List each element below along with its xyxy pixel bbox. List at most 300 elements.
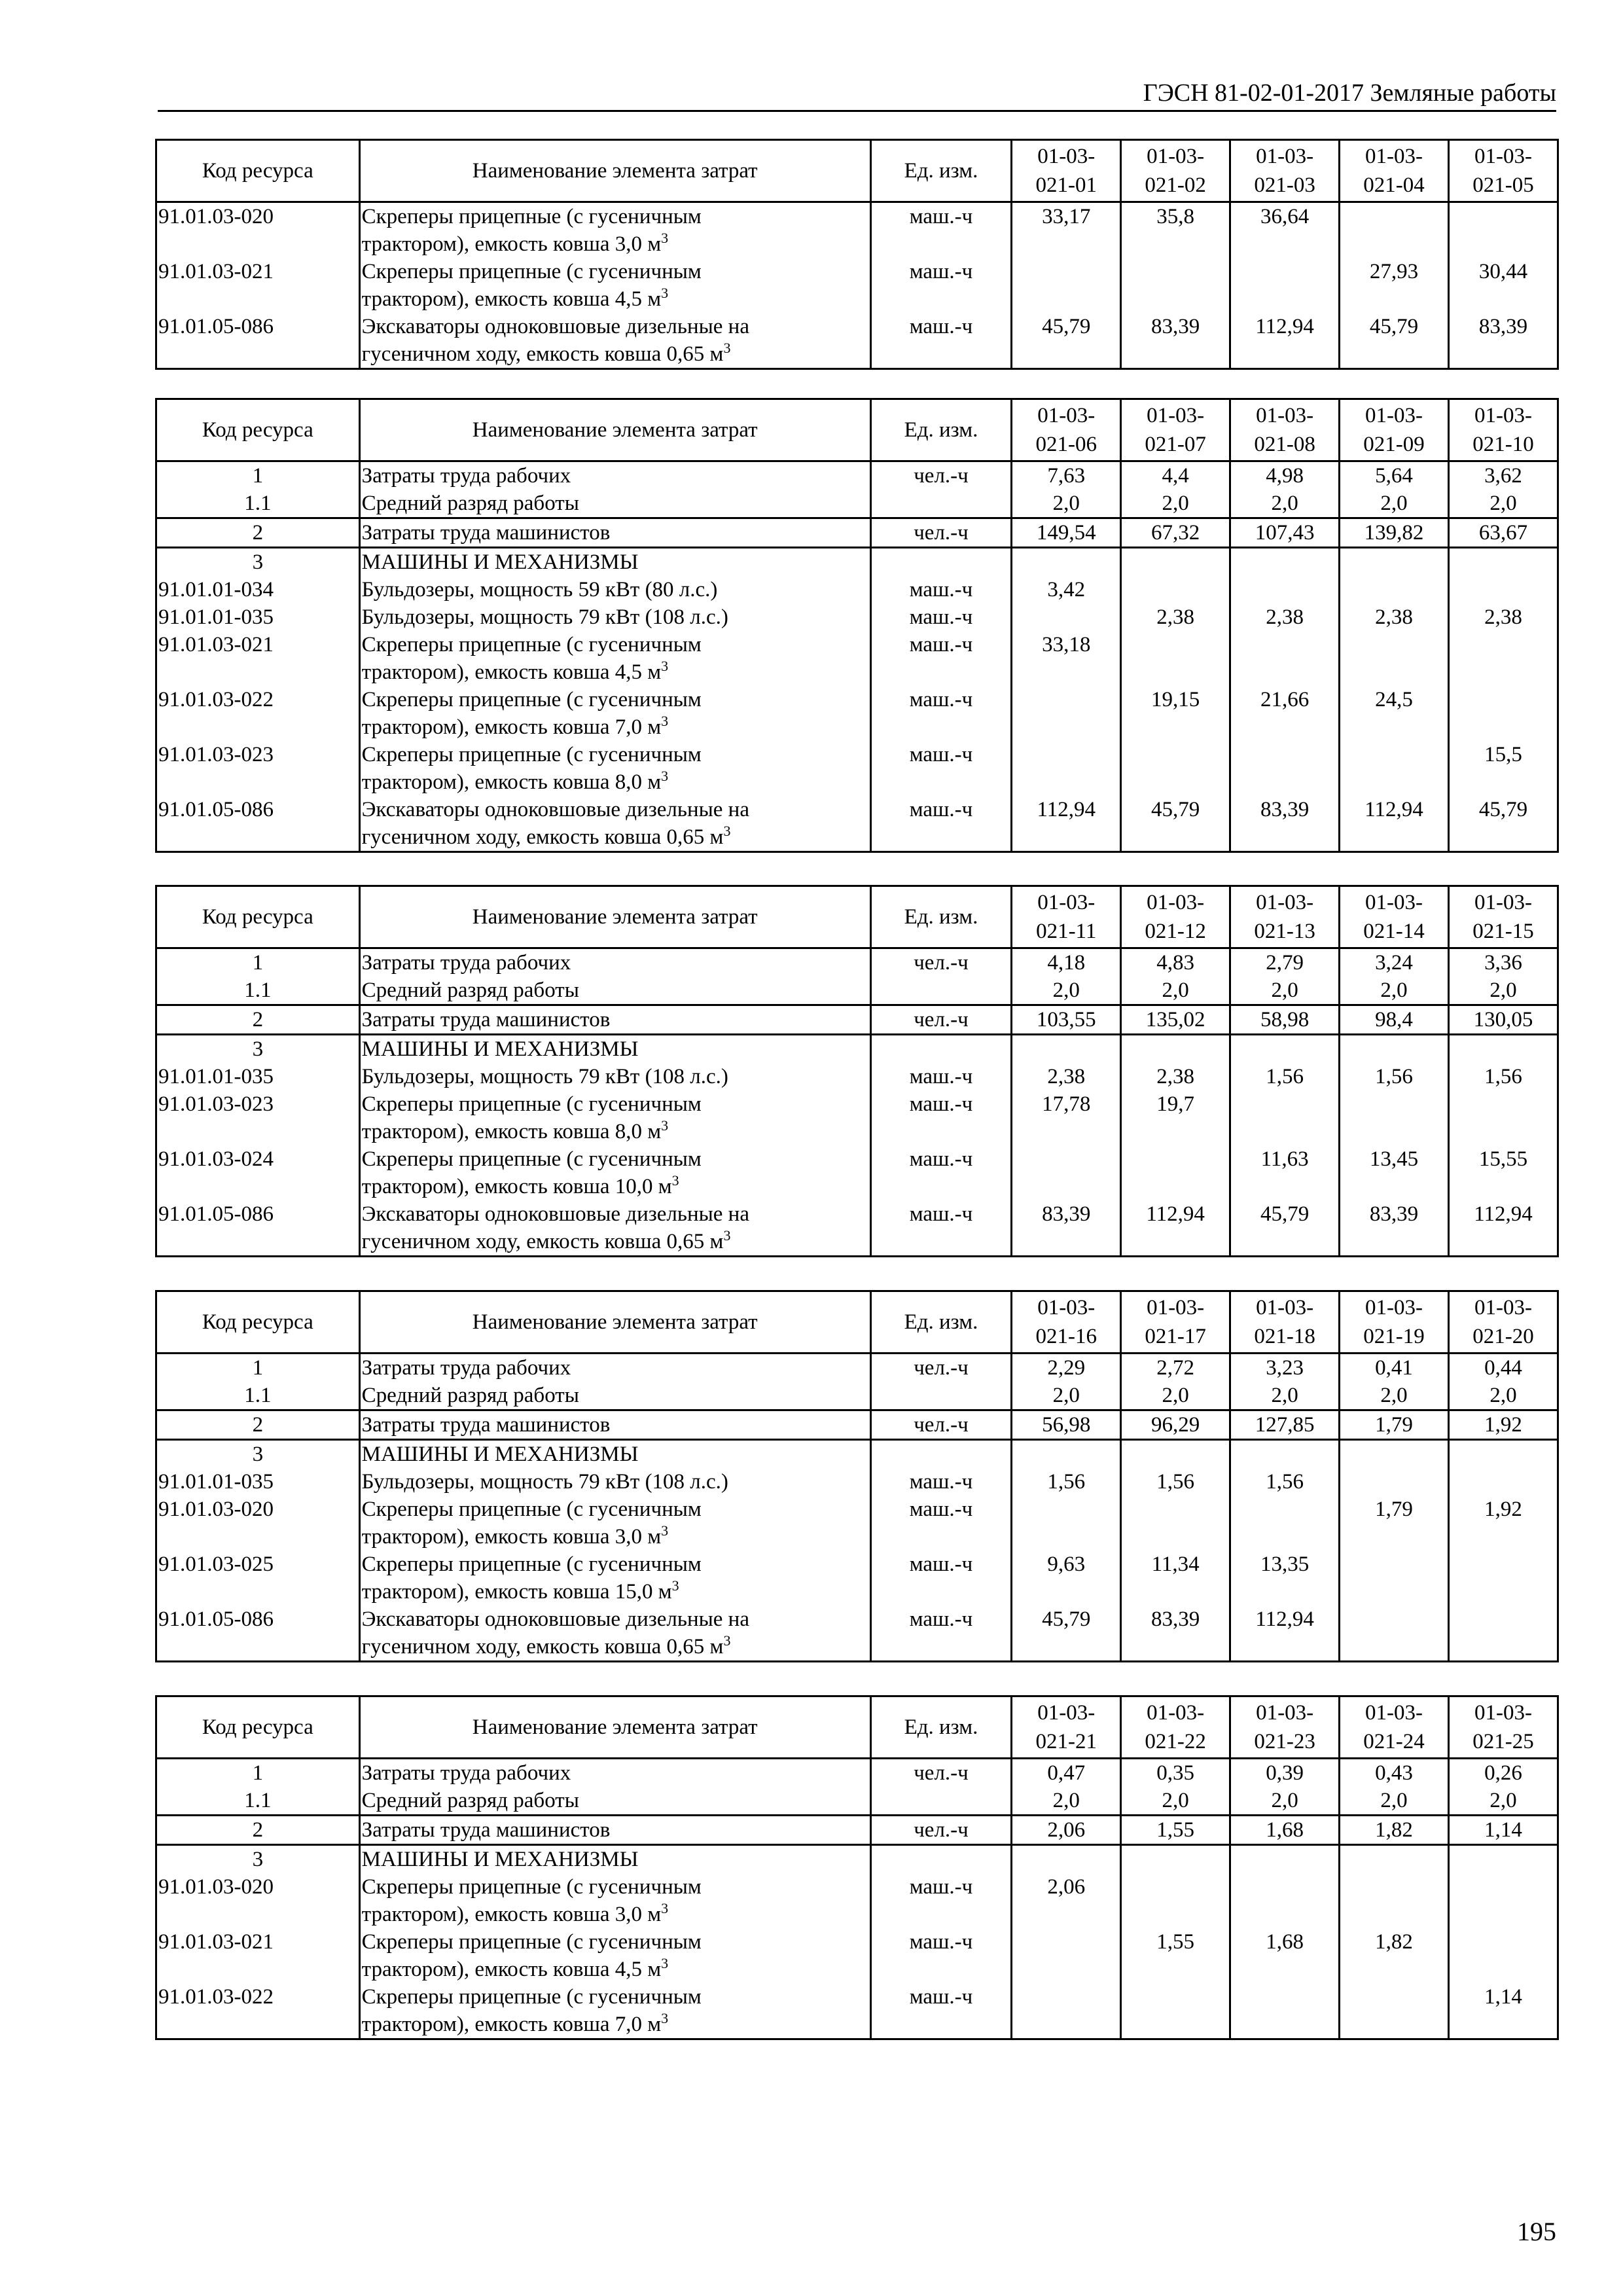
norm-value — [1448, 1440, 1558, 1469]
resource-unit: маш.-ч — [870, 603, 1012, 631]
header-norm-code: 01-03- 021-07 — [1121, 399, 1230, 461]
resource-unit: маш.-ч — [870, 1605, 1012, 1662]
norm-value: 83,39 — [1121, 313, 1230, 369]
resource-code: 91.01.03-024 — [156, 1145, 360, 1200]
header-unit: Ед. изм. — [870, 399, 1012, 461]
resource-name: Скреперы прицепные (с гусеничным трактором), емкость ковша 3,0 $м^3$ — [359, 1873, 870, 1928]
norm-value — [1121, 1496, 1230, 1551]
norm-value — [1448, 1468, 1558, 1496]
header-name: Наименование элемента затрат — [359, 886, 870, 948]
resource-code: 91.01.03-023 — [156, 741, 360, 796]
norm-value — [1121, 1873, 1230, 1928]
resource-unit: маш.-ч — [870, 631, 1012, 686]
header-norm-code: 01-03- 021-08 — [1230, 399, 1340, 461]
header-unit: Ед. изм. — [870, 886, 1012, 948]
norm-value — [1340, 1440, 1449, 1469]
resource-name: МАШИНЫ И МЕХАНИЗМЫ — [359, 1035, 870, 1064]
resource-unit: маш.-ч — [870, 1496, 1012, 1551]
resource-name: Бульдозеры, мощность 79 кВт (108 л.с.) — [359, 1468, 870, 1496]
norm-value — [1012, 258, 1121, 313]
header-norm-code: 01-03- 021-06 — [1012, 399, 1121, 461]
header-norm-code: 01-03- 021-04 — [1340, 140, 1449, 202]
norm-value — [1230, 631, 1340, 686]
norm-value — [1448, 1873, 1558, 1928]
norm-value: 19,15 — [1121, 686, 1230, 741]
header-name: Наименование элемента затрат — [359, 1291, 870, 1354]
norm-value: 112,94 — [1012, 796, 1121, 852]
norm-value: 83,39 — [1340, 1200, 1449, 1257]
header-norm-code: 01-03- 021-03 — [1230, 140, 1340, 202]
resource-code: 3 — [156, 1440, 360, 1469]
norm-value: 4,98 — [1230, 461, 1340, 490]
resource-code: 91.01.03-020 — [156, 202, 360, 259]
resource-name: Бульдозеры, мощность 79 кВт (108 л.с.) — [359, 1063, 870, 1090]
header-norm-code: 01-03- 021-20 — [1448, 1291, 1558, 1354]
norm-value — [1230, 741, 1340, 796]
norm-value — [1340, 1090, 1449, 1145]
norm-value: 33,17 — [1012, 202, 1121, 259]
norm-value — [1012, 741, 1121, 796]
norm-value — [1230, 1035, 1340, 1064]
table-row — [156, 490, 1558, 518]
table-row — [156, 1035, 1558, 1064]
table-row — [156, 977, 1558, 1005]
table-row — [156, 461, 1558, 490]
resource-name: Скреперы прицепные (с гусеничным трактором), емкость ковша 4,5 $м^3$ — [359, 258, 870, 313]
resource-unit: маш.-ч — [870, 1468, 1012, 1496]
table-row — [156, 1440, 1558, 1469]
resource-name: Экскаваторы одноковшовые дизельные на гусеничном ходу, емкость ковша 0,65 $м^3$ — [359, 1200, 870, 1257]
norm-value: 2,29 — [1012, 1354, 1121, 1382]
resource-name: Скреперы прицепные (с гусеничным трактором), емкость ковша 3,0 $м^3$ — [359, 1496, 870, 1551]
norm-value: 27,93 — [1340, 258, 1449, 313]
resource-code: 91.01.03-025 — [156, 1551, 360, 1605]
resource-code: 91.01.03-021 — [156, 631, 360, 686]
resource-unit: чел.-ч — [870, 1005, 1012, 1035]
header-name: Наименование элемента затрат — [359, 399, 870, 461]
table-row — [156, 1928, 1558, 1983]
norm-value — [1448, 686, 1558, 741]
resource-code: 91.01.05-086 — [156, 796, 360, 852]
norm-value: 1,14 — [1448, 1816, 1558, 1845]
norm-value — [1340, 1605, 1449, 1662]
norm-value — [1340, 1983, 1449, 2039]
norm-value — [1448, 1035, 1558, 1064]
header-norm-code: 01-03- 021-14 — [1340, 886, 1449, 948]
resource-unit: чел.-ч — [870, 518, 1012, 548]
norm-value: 83,39 — [1448, 313, 1558, 369]
norm-value: 2,0 — [1340, 1787, 1449, 1816]
resource-unit: маш.-ч — [870, 1983, 1012, 2039]
norm-value: 24,5 — [1340, 686, 1449, 741]
header-norm-code: 01-03- 021-18 — [1230, 1291, 1340, 1354]
norm-value: 2,0 — [1012, 1787, 1121, 1816]
norm-value: 45,79 — [1012, 1605, 1121, 1662]
table-row — [156, 1605, 1558, 1662]
norm-value: 96,29 — [1121, 1410, 1230, 1440]
resource-name: Скреперы прицепные (с гусеничным трактором), емкость ковша 15,0 $м^3$ — [359, 1551, 870, 1605]
norm-value: 2,0 — [1448, 1382, 1558, 1410]
header-name: Наименование элемента затрат — [359, 140, 870, 202]
norm-value — [1448, 576, 1558, 603]
norm-value: 2,38 — [1448, 603, 1558, 631]
resource-code: 91.01.01-035 — [156, 1063, 360, 1090]
norm-value — [1121, 741, 1230, 796]
header-norm-code: 01-03- 021-05 — [1448, 140, 1558, 202]
resource-name: Скреперы прицепные (с гусеничным трактором), емкость ковша 8,0 $м^3$ — [359, 1090, 870, 1145]
header-unit: Ед. изм. — [870, 140, 1012, 202]
table-row — [156, 741, 1558, 796]
table-row — [156, 1787, 1558, 1816]
norm-value: 56,98 — [1012, 1410, 1121, 1440]
norm-value — [1012, 1440, 1121, 1469]
norm-value — [1121, 1145, 1230, 1200]
norm-value: 9,63 — [1012, 1551, 1121, 1605]
norm-value: 35,8 — [1121, 202, 1230, 259]
resource-name: МАШИНЫ И МЕХАНИЗМЫ — [359, 548, 870, 577]
norm-value: 1,92 — [1448, 1410, 1558, 1440]
table-row — [156, 1983, 1558, 2039]
table-row — [156, 603, 1558, 631]
header-norm-code: 01-03- 021-24 — [1340, 1696, 1449, 1759]
norm-value: 127,85 — [1230, 1410, 1340, 1440]
norm-value: 1,82 — [1340, 1816, 1449, 1845]
resource-name: Скреперы прицепные (с гусеничным трактором), емкость ковша 4,5 $м^3$ — [359, 631, 870, 686]
resource-code: 1.1 — [156, 1787, 360, 1816]
resource-code: 91.01.03-020 — [156, 1496, 360, 1551]
norm-value: 103,55 — [1012, 1005, 1121, 1035]
resource-unit — [870, 1787, 1012, 1816]
resource-name: Бульдозеры, мощность 59 кВт (80 л.с.) — [359, 576, 870, 603]
norm-value — [1230, 576, 1340, 603]
table-row — [156, 1382, 1558, 1410]
resource-code: 2 — [156, 1816, 360, 1845]
header-norm-code: 01-03- 021-10 — [1448, 399, 1558, 461]
header-norm-code: 01-03- 021-02 — [1121, 140, 1230, 202]
resource-unit — [870, 977, 1012, 1005]
resource-unit: маш.-ч — [870, 1090, 1012, 1145]
resource-name: Затраты труда рабочих — [359, 461, 870, 490]
norm-value: 58,98 — [1230, 1005, 1340, 1035]
resource-name: Затраты труда рабочих — [359, 948, 870, 977]
header-code: Код ресурса — [156, 886, 360, 948]
resource-name: Затраты труда рабочих — [359, 1354, 870, 1382]
resource-unit: маш.-ч — [870, 1928, 1012, 1983]
norm-value — [1012, 1983, 1121, 2039]
norm-value: 2,72 — [1121, 1354, 1230, 1382]
resource-code: 1.1 — [156, 1382, 360, 1410]
norm-value: 2,06 — [1012, 1816, 1121, 1845]
norm-value: 112,94 — [1121, 1200, 1230, 1257]
norm-value — [1230, 1440, 1340, 1469]
table-row — [156, 1145, 1558, 1200]
header-norm-code: 01-03- 021-16 — [1012, 1291, 1121, 1354]
resource-code: 2 — [156, 518, 360, 548]
header-norm-code: 01-03- 021-17 — [1121, 1291, 1230, 1354]
resource-code: 1 — [156, 461, 360, 490]
norm-value — [1448, 1605, 1558, 1662]
header-code: Код ресурса — [156, 1291, 360, 1354]
resource-code: 91.01.01-035 — [156, 1468, 360, 1496]
table-row — [156, 1090, 1558, 1145]
header-code: Код ресурса — [156, 399, 360, 461]
resource-unit — [870, 548, 1012, 577]
norm-value: 45,79 — [1012, 313, 1121, 369]
table-row — [156, 1354, 1558, 1382]
norm-value: 2,0 — [1121, 1382, 1230, 1410]
table-row — [156, 548, 1558, 577]
page-header — [158, 72, 1556, 112]
resource-name: МАШИНЫ И МЕХАНИЗМЫ — [359, 1845, 870, 1874]
table-row — [156, 948, 1558, 977]
norm-value: 3,24 — [1340, 948, 1449, 977]
norm-value: 2,0 — [1448, 1787, 1558, 1816]
resource-name: Бульдозеры, мощность 79 кВт (108 л.с.) — [359, 603, 870, 631]
norm-value: 13,45 — [1340, 1145, 1449, 1200]
resource-unit: маш.-ч — [870, 741, 1012, 796]
resource-unit: маш.-ч — [870, 202, 1012, 259]
norm-value — [1448, 1928, 1558, 1983]
norm-value: 1,79 — [1340, 1410, 1449, 1440]
norm-value — [1230, 1496, 1340, 1551]
page-number: 195 — [1517, 2217, 1556, 2246]
norm-value — [1340, 576, 1449, 603]
resource-code: 2 — [156, 1005, 360, 1035]
norm-value: 112,94 — [1448, 1200, 1558, 1257]
norm-value — [1121, 1440, 1230, 1469]
resource-code: 2 — [156, 1410, 360, 1440]
norm-value: 139,82 — [1340, 518, 1449, 548]
resource-name: Затраты труда машинистов — [359, 1816, 870, 1845]
norm-value: 36,64 — [1230, 202, 1340, 259]
resource-code: 91.01.03-022 — [156, 1983, 360, 2039]
table-row — [156, 1063, 1558, 1090]
norm-value — [1448, 1551, 1558, 1605]
resource-code: 91.01.03-022 — [156, 686, 360, 741]
norm-value — [1340, 1845, 1449, 1874]
norm-value: 2,79 — [1230, 948, 1340, 977]
resource-unit: маш.-ч — [870, 1145, 1012, 1200]
norm-value — [1230, 1090, 1340, 1145]
norm-value: 2,0 — [1121, 1787, 1230, 1816]
norm-value: 17,78 — [1012, 1090, 1121, 1145]
table-header-row — [156, 1291, 1558, 1354]
resource-code: 91.01.03-023 — [156, 1090, 360, 1145]
norm-value: 11,34 — [1121, 1551, 1230, 1605]
norm-value: 2,06 — [1012, 1873, 1121, 1928]
header-name: Наименование элемента затрат — [359, 1696, 870, 1759]
norm-value: 2,0 — [1230, 977, 1340, 1005]
norm-value — [1012, 548, 1121, 577]
norm-value: 2,0 — [1448, 977, 1558, 1005]
table-row — [156, 1005, 1558, 1035]
resource-code: 1 — [156, 1354, 360, 1382]
norm-value — [1230, 1873, 1340, 1928]
resource-unit — [870, 1382, 1012, 1410]
resource-name: Экскаваторы одноковшовые дизельные на гусеничном ходу, емкость ковша 0,65 $м^3$ — [359, 313, 870, 369]
header-norm-code: 01-03- 021-12 — [1121, 886, 1230, 948]
norm-value: 135,02 — [1121, 1005, 1230, 1035]
norm-value — [1230, 1845, 1340, 1874]
table-row — [156, 1816, 1558, 1845]
resource-name: Скреперы прицепные (с гусеничным трактором), емкость ковша 4,5 $м^3$ — [359, 1928, 870, 1983]
norm-value — [1230, 548, 1340, 577]
norm-value — [1121, 1983, 1230, 2039]
resource-code: 91.01.03-021 — [156, 258, 360, 313]
resource-code: 1 — [156, 1759, 360, 1787]
resource-unit: чел.-ч — [870, 948, 1012, 977]
resource-unit — [870, 490, 1012, 518]
norm-value — [1012, 686, 1121, 741]
norm-value: 4,4 — [1121, 461, 1230, 490]
norm-value — [1340, 1873, 1449, 1928]
norm-table-1 — [155, 139, 1559, 370]
header-norm-code: 01-03- 021-25 — [1448, 1696, 1558, 1759]
resource-code: 91.01.03-021 — [156, 1928, 360, 1983]
norm-value: 15,5 — [1448, 741, 1558, 796]
norm-value: 13,35 — [1230, 1551, 1340, 1605]
norm-value: 0,43 — [1340, 1759, 1449, 1787]
resource-unit: маш.-ч — [870, 1200, 1012, 1257]
norm-value: 21,66 — [1230, 686, 1340, 741]
norm-value: 1,79 — [1340, 1496, 1449, 1551]
norm-value — [1012, 603, 1121, 631]
norm-value: 30,44 — [1448, 258, 1558, 313]
norm-value — [1340, 741, 1449, 796]
resource-name: Средний разряд работы — [359, 490, 870, 518]
norm-value: 0,47 — [1012, 1759, 1121, 1787]
norm-value: 107,43 — [1230, 518, 1340, 548]
norm-value: 112,94 — [1230, 1605, 1340, 1662]
resource-name: Скреперы прицепные (с гусеничным трактором), емкость ковша 8,0 $м^3$ — [359, 741, 870, 796]
resource-name: Экскаваторы одноковшовые дизельные на гусеничном ходу, емкость ковша 0,65 $м^3$ — [359, 1605, 870, 1662]
norm-value — [1012, 1496, 1121, 1551]
resource-unit: маш.-ч — [870, 1551, 1012, 1605]
header-code: Код ресурса — [156, 1696, 360, 1759]
resource-name: Скреперы прицепные (с гусеничным трактором), емкость ковша 3,0 $м^3$ — [359, 202, 870, 259]
header-code: Код ресурса — [156, 140, 360, 202]
resource-name: Затраты труда машинистов — [359, 518, 870, 548]
resource-code: 91.01.05-086 — [156, 1200, 360, 1257]
norm-value — [1012, 1928, 1121, 1983]
resource-unit: чел.-ч — [870, 1759, 1012, 1787]
norm-value: 0,41 — [1340, 1354, 1449, 1382]
table-row — [156, 258, 1558, 313]
resource-name: Затраты труда рабочих — [359, 1759, 870, 1787]
resource-code: 1.1 — [156, 490, 360, 518]
norm-value — [1340, 202, 1449, 259]
resource-unit: маш.-ч — [870, 576, 1012, 603]
norm-value: 1,56 — [1230, 1063, 1340, 1090]
resource-unit: маш.-ч — [870, 313, 1012, 369]
norm-value: 5,64 — [1340, 461, 1449, 490]
resource-name: Средний разряд работы — [359, 1787, 870, 1816]
norm-value: 0,39 — [1230, 1759, 1340, 1787]
resource-code: 3 — [156, 1035, 360, 1064]
table-row — [156, 1496, 1558, 1551]
document-title: ГЭСН 81-02-01-2017 Земляные работы — [1143, 79, 1556, 107]
resource-name: Скреперы прицепные (с гусеничным трактором), емкость ковша 7,0 $м^3$ — [359, 686, 870, 741]
norm-value — [1121, 576, 1230, 603]
resource-unit: чел.-ч — [870, 1354, 1012, 1382]
resource-code: 91.01.03-020 — [156, 1873, 360, 1928]
norm-value: 2,38 — [1121, 1063, 1230, 1090]
resource-unit: чел.-ч — [870, 1816, 1012, 1845]
norm-value: 2,0 — [1230, 1382, 1340, 1410]
resource-code: 1 — [156, 948, 360, 977]
norm-value: 0,26 — [1448, 1759, 1558, 1787]
norm-value: 83,39 — [1230, 796, 1340, 852]
norm-table-4 — [155, 1290, 1559, 1662]
resource-name: Скреперы прицепные (с гусеничным трактором), емкость ковша 7,0 $м^3$ — [359, 1983, 870, 2039]
norm-value — [1448, 548, 1558, 577]
table-header-row — [156, 399, 1558, 461]
resource-code: 91.01.05-086 — [156, 1605, 360, 1662]
resource-name: Средний разряд работы — [359, 1382, 870, 1410]
norm-value: 1,55 — [1121, 1928, 1230, 1983]
header-unit: Ед. изм. — [870, 1291, 1012, 1354]
resource-code: 91.01.01-034 — [156, 576, 360, 603]
norm-value: 2,0 — [1121, 977, 1230, 1005]
norm-value: 1,68 — [1230, 1928, 1340, 1983]
norm-value: 45,79 — [1230, 1200, 1340, 1257]
norm-value: 2,38 — [1340, 603, 1449, 631]
norm-value — [1121, 1035, 1230, 1064]
norm-value — [1121, 1845, 1230, 1874]
norm-value — [1121, 548, 1230, 577]
resource-unit — [870, 1845, 1012, 1874]
norm-value: 1,82 — [1340, 1928, 1449, 1983]
norm-value: 45,79 — [1448, 796, 1558, 852]
norm-value: 19,7 — [1121, 1090, 1230, 1145]
table-row — [156, 1468, 1558, 1496]
table-row — [156, 1845, 1558, 1874]
norm-value: 1,55 — [1121, 1816, 1230, 1845]
resource-code: 3 — [156, 1845, 360, 1874]
header-norm-code: 01-03- 021-09 — [1340, 399, 1449, 461]
norm-value: 83,39 — [1012, 1200, 1121, 1257]
resource-name: МАШИНЫ И МЕХАНИЗМЫ — [359, 1440, 870, 1469]
table-row — [156, 1873, 1558, 1928]
norm-table-5 — [155, 1695, 1559, 2040]
norm-value: 3,62 — [1448, 461, 1558, 490]
header-norm-code: 01-03- 021-21 — [1012, 1696, 1121, 1759]
header-unit: Ед. изм. — [870, 1696, 1012, 1759]
norm-value: 63,67 — [1448, 518, 1558, 548]
norm-value: 3,23 — [1230, 1354, 1340, 1382]
resource-name: Затраты труда машинистов — [359, 1005, 870, 1035]
norm-value — [1230, 1983, 1340, 2039]
table-row — [156, 796, 1558, 852]
norm-value — [1340, 631, 1449, 686]
norm-value: 1,14 — [1448, 1983, 1558, 2039]
norm-value: 1,56 — [1121, 1468, 1230, 1496]
norm-value: 45,79 — [1340, 313, 1449, 369]
table-row — [156, 518, 1558, 548]
norm-value: 1,92 — [1448, 1496, 1558, 1551]
norm-value: 1,56 — [1012, 1468, 1121, 1496]
resource-name: Скреперы прицепные (с гусеничным трактором), емкость ковша 10,0 $м^3$ — [359, 1145, 870, 1200]
norm-value: 11,63 — [1230, 1145, 1340, 1200]
norm-value: 2,0 — [1230, 490, 1340, 518]
resource-unit — [870, 1035, 1012, 1064]
header-norm-code: 01-03- 021-22 — [1121, 1696, 1230, 1759]
table-row — [156, 576, 1558, 603]
header-norm-code: 01-03- 021-13 — [1230, 886, 1340, 948]
table-row — [156, 631, 1558, 686]
norm-value: 1,68 — [1230, 1816, 1340, 1845]
resource-name: Средний разряд работы — [359, 977, 870, 1005]
